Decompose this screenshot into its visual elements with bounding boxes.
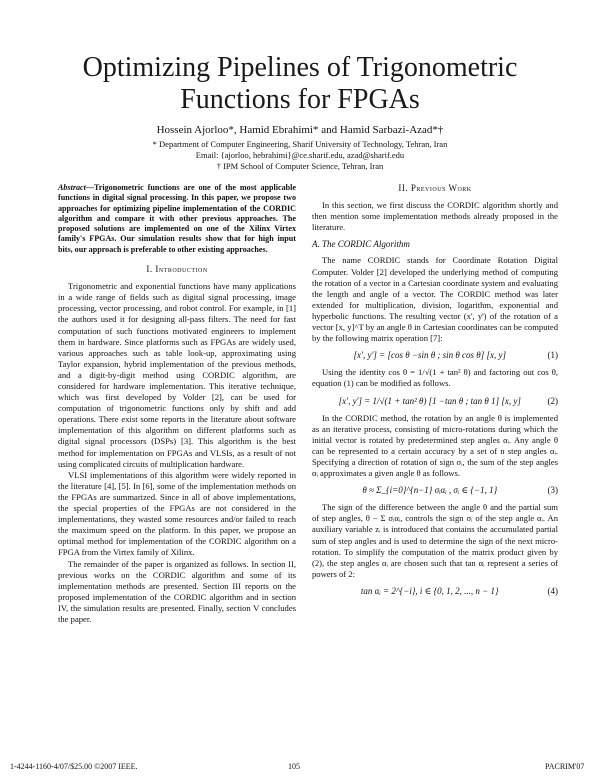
- section-heading-introduction: I. Introduction: [146, 264, 208, 275]
- paragraph: The remainder of the paper is organized as follows. In section II, previous works on the CORDIC algorithm and some of its implementation methods are presented. Section III reports on the proposed implementation of the CORDIC algorithm and in section IV, the simulation results are presented. Finally, section V concludes the paper.: [58, 558, 296, 624]
- equation-number: (2): [547, 395, 558, 406]
- affiliations: [40, 139, 560, 172]
- paragraph: VLSI implementations of this algorithm were widely reported in the literature [4], [5]. In [6], some of the implementation methods on the FPGAs are summarized. Since in all of above implementations, the special properties of the FPGAs are not considered in the implementations, they wasted some resources and/or failed to reach the maximum speed on the platform. In this paper, we propose an optimal method for implementation of the CORDIC algorithm on a FPGA from the Virtex family of Xilinx.: [58, 469, 296, 558]
- equation-body: [x', y'] = [cos θ −sin θ ; sin θ cos θ] [x, y]: [353, 350, 506, 361]
- left-column: [58, 183, 296, 625]
- abstract-label: Abstract—: [58, 183, 94, 192]
- affiliation-line: † IPM School of Computer Science, Tehran, Iran: [216, 161, 384, 171]
- footer-conference: PACRIM'07: [545, 762, 585, 771]
- affiliation-line: * Department of Computer Engineering, Sharif University of Technology, Tehran, Iran: [152, 139, 448, 149]
- paragraph: The sign of the difference between the angle θ and the partial sum of step angles, θ − Σ σᵢαᵢ, controls the sign σᵢ of the step angle αᵢ. An auxiliary variable zᵢ is introduced that contains the accumulated partial sum of step angles and is used to determine the sign of the next micro-rotation. To simplify the computation of the matrix product given by (2), the step angles αᵢ are chosen such that tan αᵢ represent a series of powers of 2:: [312, 502, 558, 579]
- subsection-heading: A. The CORDIC Algorithm: [312, 239, 410, 250]
- paper-title: Optimizing Pipelines of Trigonometric Functions for FPGAs: [82, 52, 518, 115]
- paragraph: In this section, we first discuss the CORDIC algorithm shortly and then mention some implementation methods already proposed in the literature.: [312, 200, 558, 233]
- paragraph: Trigonometric and exponential functions have many applications in a wide range of fields such as digital signal processing, image processing, vector processing, and robot control. For example, in [1] the authors used it for designing all-pass filters. The need for fast computation of such functions motivated engineers to implement them in hardware. Since platforms such as FPGAs are widely used, various approaches such as table look-up, approximating using Taylor expansion, hybrid implementation of the previous methods, and a digit-by-digit method using CORDIC algorithm, are considered for hardware implementation. This iterative technique, which was first developed by Volder [2], can be used for computation of trigonometric functions only by shift and add operations. There exist some reports in the literature about software implementation of this algorithm on different platforms such as digital signal processors (DSPs) [3]. This algorithm is the best method for implementation on FPGAs and VLSIs, as a result of not using complicated circuits of multiplication hardware.: [58, 281, 296, 469]
- affiliation-email: Email: {ajorloo, hebrahimi}@ce.sharif.edu, azad@sharif.edu: [195, 150, 405, 160]
- section-heading-previous-work: II. Previous Work: [398, 183, 472, 193]
- equation-number: (4): [547, 585, 558, 596]
- paragraph: Using the identity cos θ = 1/√(1 + tan² θ) and factoring out cos θ, equation (1) can be modified as follows.: [312, 367, 558, 389]
- equation-body: θ ≈ Σ_{i=0}^{n−1} σᵢαᵢ , σᵢ ∈ {−1, 1}: [362, 485, 498, 496]
- author-list: Hossein Ajorloo*, Hamid Ebrahimi* and Hamid Sarbazi-Azad*†: [156, 124, 444, 136]
- abstract-text: Trigonometric functions are one of the most applicable functions in digital signal processing. In this paper, we propose two approaches for optimizing pipeline implementation of the CORDIC algorithm and compare it with other previous approaches. The proposed solutions are implemented on one of the Xilinx Virtex family's FPGAs. Our simulation results show that for high input bits, our approach is preferable to other existing approaches.: [58, 183, 296, 254]
- page-number: 105: [288, 762, 300, 771]
- equation-1: [312, 350, 558, 361]
- abstract: [58, 183, 296, 255]
- paragraph: The name CORDIC stands for Coordinate Rotation Digital Computer. Volder [2] developed the underlying method of computing the rotation of a vector in a Cartesian coordinate system and evaluating the length and angle of a vector. The CORDIC method was later extended for multiplication, division, logarithm, exponential and hyperbolic functions. The resulting vector (x', y') of the rotation of a vector [x, y]^T by an angle θ in Cartesian coordinates can be computed by the following matrix operation [7]:: [312, 255, 558, 344]
- footer-copyright: 1-4244-1160-4/07/$25.00 ©2007 IEEE.: [10, 762, 138, 771]
- equation-4: [312, 586, 558, 597]
- equation-2: [312, 396, 558, 407]
- equation-3: [312, 485, 558, 496]
- equation-number: (3): [547, 485, 558, 496]
- equation-number: (1): [547, 350, 558, 361]
- equation-body: [x', y'] = 1/√(1 + tan² θ) [1 −tan θ ; tan θ 1] [x, y]: [338, 395, 521, 406]
- right-column: [312, 183, 558, 603]
- equation-body: tan αᵢ = 2^{−i}, i ∈ {0, 1, 2, ..., n − 1}: [360, 585, 499, 596]
- paragraph: In the CORDIC method, the rotation by an angle θ is implemented as an iterative process, consisting of micro-rotations during which the initial vector is rotated by predetermined step angles αᵢ. Any angle θ can be represented to a certain accuracy by a set of n step angles αᵢ. Specifying a direction of rotation of sign σᵢ, the sum of the step angles αᵢ approximates a given angle θ as follows.: [312, 412, 558, 479]
